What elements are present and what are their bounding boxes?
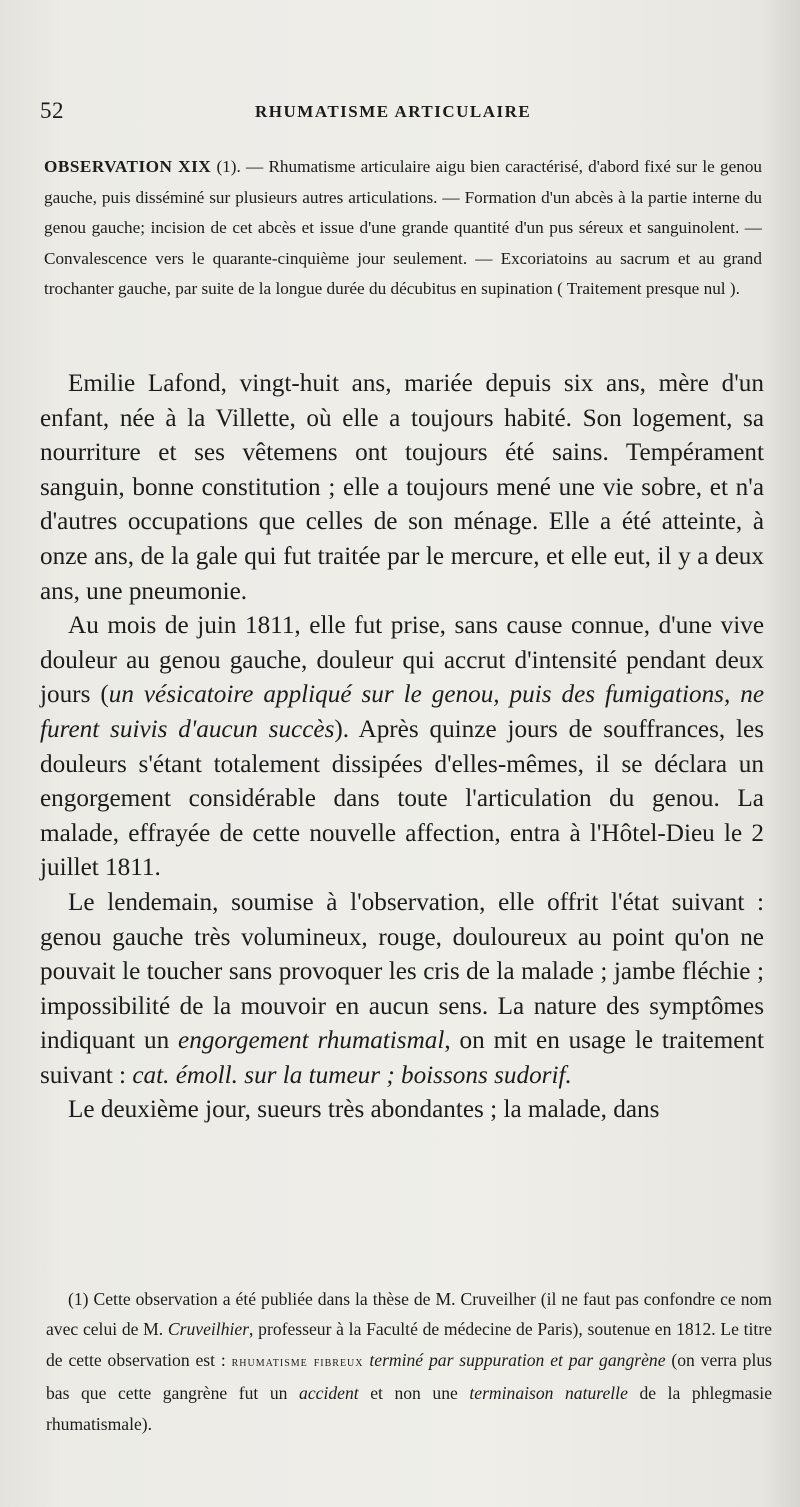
paragraph-1: Emilie Lafond, vingt-huit ans, mariée depuis six ans, mère d'un enfant, née à la Villette, où elle a toujours habité. Son logement, sa nourriture et ses vêtemens ont toujours été sains. Tempérament sanguin, bonne constitution ; elle a toujours mené une vie sobre, et n'a d'autres occupations que celles de son ménage. Elle a été atteinte, à onze ans, de la gale qui fut traitée par le mercure, et elle eut, il y a deux ans, une pneumonie. <box>40 370 764 605</box>
page-number: 52 <box>40 98 64 123</box>
footnote <box>46 1284 772 1439</box>
footnote-paragraph <box>46 1284 772 1439</box>
running-head: RHUMATISME ARTICULAIRE <box>255 102 532 121</box>
body-text <box>40 367 764 1128</box>
footnote-text-b: , professeur à la Faculté de médecine de Paris), soutenue en 1812. Le titre de cette observation est : <box>46 1319 772 1370</box>
paragraph-2-italic: un vésicatoire appliqué sur le genou, puis des fumigations, ne furent suivis d'aucun succès <box>40 681 764 743</box>
footnote-reference: (1). <box>216 157 241 176</box>
footnote-text-d: et non une <box>358 1383 470 1404</box>
page-header <box>40 98 760 132</box>
footnote-smallcaps: rhumatisme fibreux <box>231 1354 364 1370</box>
paragraph-4: Le deuxième jour, sueurs très abondantes ; la malade, dans <box>68 1096 660 1124</box>
footnote-text-c: (on verra plus bas que cette gangrène fut un <box>46 1349 772 1404</box>
paragraph-3-italic-1: engorgement rhumatismal <box>178 1027 445 1055</box>
paragraph-2-text-a: Au mois de juin 1811, elle fut prise, sans cause connue, d'une vive douleur au genou gauche, douleur qui accrut d'intensité pendant deux jours ( <box>40 612 764 709</box>
summary-text: — Rhumatisme articulaire aigu bien caractérisé, d'abord fixé sur le genou gauche, puis disséminé sur plusieurs autres articulations. — Formation d'un abcès à la partie interne du genou gauche; incision de cet abcès et issue d'une grande quantité d'un pus séreux et sanguinolent. — Convalescence vers le quarante-cinquième jour seulement. — Excoriatoins au sacrum et au grand trochanter gauche, par suite de la longue durée du décubitus en supination ( Traitement presque nul ). <box>44 157 763 299</box>
footnote-italic-2: terminé par suppuration et par gangrène <box>363 1349 666 1370</box>
footnote-italic-3: accident <box>299 1383 359 1404</box>
paragraph-3-italic-2: cat. émoll. sur la tumeur ; boissons sudorif. <box>132 1061 572 1089</box>
footnote-italic-1: Cruveilhier <box>167 1319 250 1340</box>
paragraph-2 <box>40 609 764 886</box>
paragraph-3-text-a: Le lendemain, soumise à l'observation, elle offrit l'état suivant : genou gauche très volumineux, rouge, douloureux au point qu'on ne pouvait le toucher sans provoquer les cris de la malade ; jambe fléchie ; impossibilité de la mouvoir en aucun sens. La nature des symptômes indiquant un <box>40 888 764 1055</box>
footnote-text-a: (1) Cette observation a été publiée dans la thèse de M. Cruveilher (il ne faut pas confondre ce nom avec celui de M. <box>46 1289 772 1340</box>
observation-title: OBSERVATION XIX <box>44 157 212 176</box>
paragraph-2-text-b: ). Après quinze jours de souffrances, les douleurs s'étant totalement dissipées d'elles-mêmes, il se déclara un engorgement considérable dans toute l'articulation du genou. La malade, effrayée de cette nouvelle affection, entra à l'Hôtel-Dieu le 2 juillet 1811. <box>40 715 765 882</box>
paragraph-3-text-b: , on mit en usage le traitement suivant : <box>40 1027 764 1089</box>
footnote-text-e: de la phlegmasie rhumatismale). <box>46 1383 773 1434</box>
paragraph-3 <box>40 886 764 1094</box>
observation-summary <box>44 152 762 305</box>
footnote-italic-4: terminaison naturelle <box>469 1383 628 1404</box>
